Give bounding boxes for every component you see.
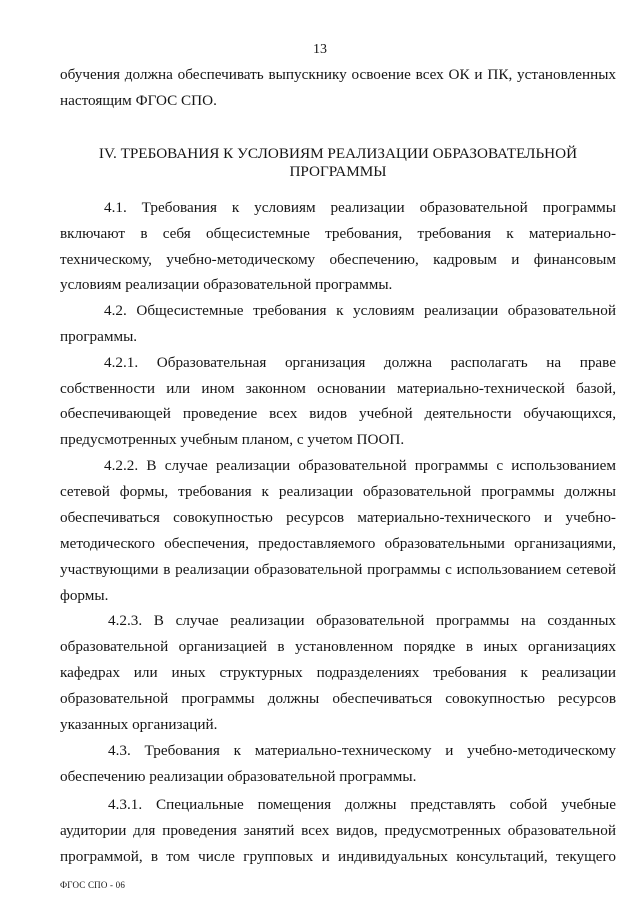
body-line: кафедрах или иных структурных подразделениях требования к реализации <box>60 664 616 681</box>
body-line: обеспечивающей проведение всех видов учебной деятельности обучающихся, <box>60 405 616 422</box>
body-line: программой, в том числе групповых и индивидуальных консультаций, текущего <box>60 848 616 865</box>
body-line: методического обеспечения, предоставляемого образовательными организациями, <box>60 535 616 552</box>
section-heading: IV. ТРЕБОВАНИЯ К УСЛОВИЯМ РЕАЛИЗАЦИИ ОБРАЗОВАТЕЛЬНОЙ <box>98 145 578 162</box>
body-line: сетевой формы, требования к реализации образовательной программы должны <box>60 483 616 500</box>
body-line: программы. <box>60 328 138 345</box>
section-heading: ПРОГРАММЫ <box>289 163 387 180</box>
footer-doc-code: ФГОС СПО - 06 <box>60 880 126 890</box>
body-line: обеспечению реализации образовательной программы. <box>60 768 417 785</box>
body-line: указанных организаций. <box>60 716 218 733</box>
body-line: 4.2.2. В случае реализации образовательной программы с использованием <box>104 457 616 474</box>
body-line: обучения должна обеспечивать выпускнику освоение всех ОК и ПК, установленных <box>60 66 616 83</box>
body-line: техническому, учебно-методическому обеспечению, кадровым и финансовым <box>60 251 616 268</box>
body-line: формы. <box>60 587 109 604</box>
body-line: обеспечиваться совокупностью ресурсов материально-технического и учебно- <box>60 509 616 526</box>
body-line: включают в себя общесистемные требования, требования к материально- <box>60 225 616 242</box>
body-line: 4.3.1. Специальные помещения должны представлять собой учебные <box>108 796 616 813</box>
body-line: образовательной программы должны обеспечиваться совокупностью ресурсов <box>60 690 616 707</box>
body-line: участвующими в реализации образовательной программы с использованием сетевой <box>60 561 616 578</box>
body-line: 4.2.3. В случае реализации образовательной программы на созданных <box>108 612 616 629</box>
body-line: 4.2. Общесистемные требования к условиям реализации образовательной <box>104 302 616 319</box>
body-line: 4.1. Требования к условиям реализации образовательной программы <box>104 199 616 216</box>
body-line: условиям реализации образовательной программы. <box>60 276 393 293</box>
body-line: 4.3. Требования к материально-техническому и учебно-методическому <box>108 742 616 759</box>
body-line: собственности или ином законном основании материально-технической базой, <box>60 380 616 397</box>
body-line: настоящим ФГОС СПО. <box>60 92 217 109</box>
body-line: предусмотренных учебным планом, с учетом ПООП. <box>60 431 405 448</box>
body-line: 4.2.1. Образовательная организация должна располагать на праве <box>104 354 616 371</box>
body-line: образовательной организацией в установленном порядке в иных организациях <box>60 638 616 655</box>
body-line: аудитории для проведения занятий всех видов, предусмотренных образовательной <box>60 822 616 839</box>
page-number: 13 <box>313 42 327 57</box>
